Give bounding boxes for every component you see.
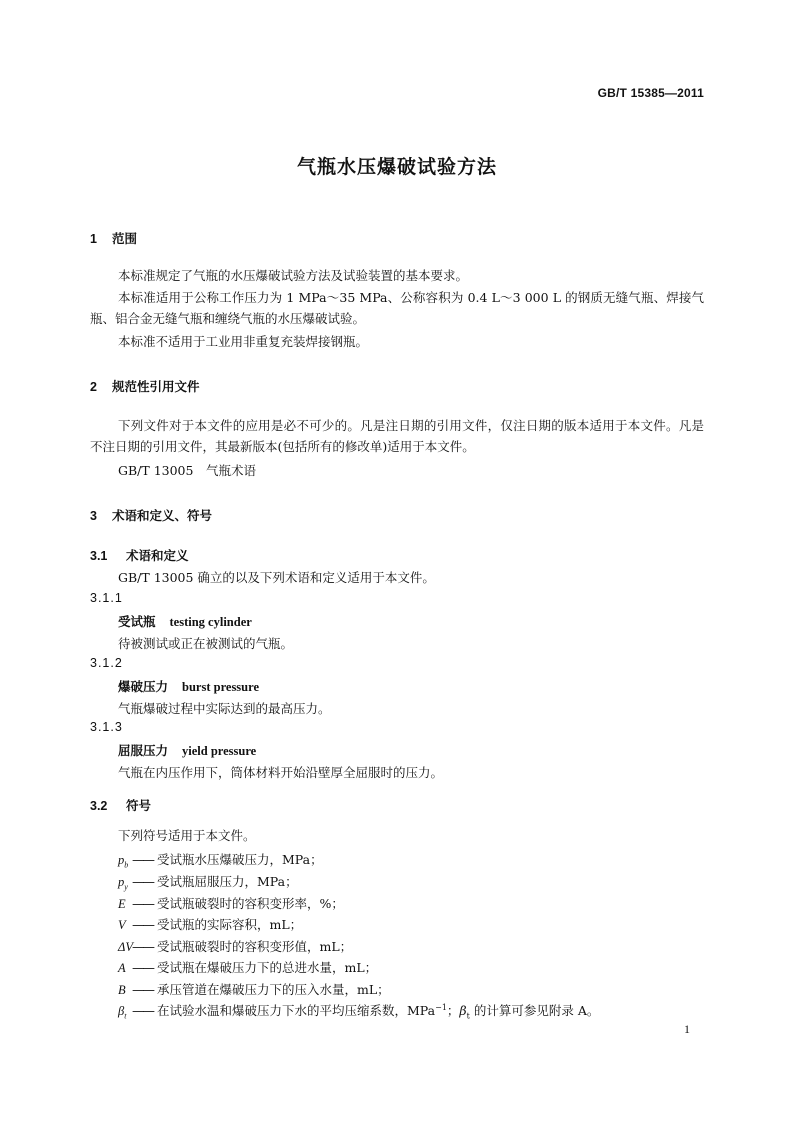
term-chinese: 屈服压力 <box>118 743 169 758</box>
term-english: burst pressure <box>182 680 259 694</box>
term-english: yield pressure <box>182 744 257 758</box>
symbol-row <box>118 872 298 892</box>
symbol-description: 承压管道在爆破压力下的压入水量，mL； <box>157 982 390 997</box>
symbol: $\beta_t$ <box>118 1004 127 1021</box>
standard-number: GB/T 15385—2011 <box>597 86 704 100</box>
section-title: 术语和定义、符号 <box>112 508 213 523</box>
term-heading <box>118 677 259 695</box>
symbol-description: 受试瓶破裂时的容积变形率，%； <box>157 896 344 911</box>
reference-item: GB/T 13005 气瓶术语 <box>118 463 256 478</box>
symbol-row <box>118 915 302 933</box>
term-number: 3.1.2 <box>90 656 123 670</box>
page-number: 1 <box>684 1022 690 1036</box>
symbol-description: 受试瓶水压爆破压力，MPa； <box>157 852 323 867</box>
term-number: 3.1.1 <box>90 591 123 605</box>
symbol-row <box>118 958 377 976</box>
symbol: A <box>118 961 126 975</box>
symbol-description: 受试瓶的实际容积，mL； <box>157 917 303 932</box>
section-2-heading <box>90 377 200 395</box>
symbol-row <box>118 1001 599 1021</box>
dash: —— <box>132 852 153 867</box>
section-number: 3 <box>90 509 97 523</box>
symbol: ΔV <box>118 940 133 954</box>
symbol-description: 受试瓶在爆破压力下的总进水量，mL； <box>157 960 378 975</box>
symbol-row <box>118 850 323 870</box>
symbol: $p_b$ <box>118 853 129 870</box>
symbols-intro: 下列符号适用于本文件。 <box>118 828 256 843</box>
dash: —— <box>132 1003 153 1018</box>
document-title: 气瓶水压爆破试验方法 <box>296 156 497 178</box>
dash: —— <box>132 939 153 954</box>
symbol: $p_y$ <box>118 875 128 892</box>
term-definition: 气瓶在内压作用下，筒体材料开始沿壁厚全屈服时的压力。 <box>118 765 444 780</box>
term-chinese: 受试瓶 <box>118 614 156 629</box>
section-number: 3.1 <box>90 549 108 563</box>
scope-paragraph-3: 本标准不适用于工业用非重复充装焊接钢瓶。 <box>118 334 369 349</box>
dash: —— <box>132 896 153 911</box>
symbol-row <box>118 894 344 912</box>
section-3-1-heading <box>90 546 189 564</box>
symbol-row <box>118 937 352 955</box>
section-number: 1 <box>90 232 97 246</box>
symbol-row <box>118 980 390 998</box>
symbol: V <box>118 918 126 932</box>
symbol: E <box>118 897 126 911</box>
dash: —— <box>132 960 153 975</box>
dash: —— <box>132 982 153 997</box>
symbol-description: 在试验水温和爆破压力下水的平均压缩系数，MPa$^{-1}$；$\beta_t$ 的计算可参见附录 A。 <box>157 1002 600 1021</box>
symbol-description: 受试瓶破裂时的容积变形值，mL； <box>157 939 353 954</box>
section-3-heading <box>90 506 212 524</box>
term-heading <box>118 612 252 630</box>
dash: —— <box>132 917 153 932</box>
term-english: testing cylinder <box>169 615 252 629</box>
symbol-description: 受试瓶屈服压力，MPa； <box>157 874 298 889</box>
symbol: B <box>118 983 126 997</box>
references-paragraph: 下列文件对于本文件的应用是必不可少的。凡是注日期的引用文件，仅注日期的版本适用于本文件。凡是不注日期的引用文件，其最新版本(包括所有的修改单)适用于本文件。 <box>90 418 704 454</box>
term-definition: 待被测试或正在被测试的气瓶。 <box>118 636 294 651</box>
section-title: 符号 <box>126 798 152 813</box>
scope-paragraph-1: 本标准规定了气瓶的水压爆破试验方法及试验装置的基本要求。 <box>118 268 469 283</box>
section-1-heading <box>90 229 137 247</box>
section-title: 规范性引用文件 <box>112 379 200 394</box>
terms-intro: GB/T 13005 确立的以及下列术语和定义适用于本文件。 <box>118 570 435 585</box>
section-number: 3.2 <box>90 799 108 813</box>
term-number: 3.1.3 <box>90 720 123 734</box>
term-definition: 气瓶爆破过程中实际达到的最高压力。 <box>118 701 331 716</box>
section-title: 范围 <box>112 231 138 246</box>
scope-paragraph-2: 本标准适用于公称工作压力为 1 MPa～35 MPa、公称容积为 0.4 L～3 000 L 的钢质无缝气瓶、焊接气瓶、铝合金无缝气瓶和缠绕气瓶的水压爆破试验。 <box>90 290 704 326</box>
term-chinese: 爆破压力 <box>118 679 169 694</box>
section-title: 术语和定义 <box>126 548 189 563</box>
section-number: 2 <box>90 380 97 394</box>
term-heading <box>118 741 256 759</box>
section-3-2-heading <box>90 796 151 814</box>
dash: —— <box>132 874 153 889</box>
